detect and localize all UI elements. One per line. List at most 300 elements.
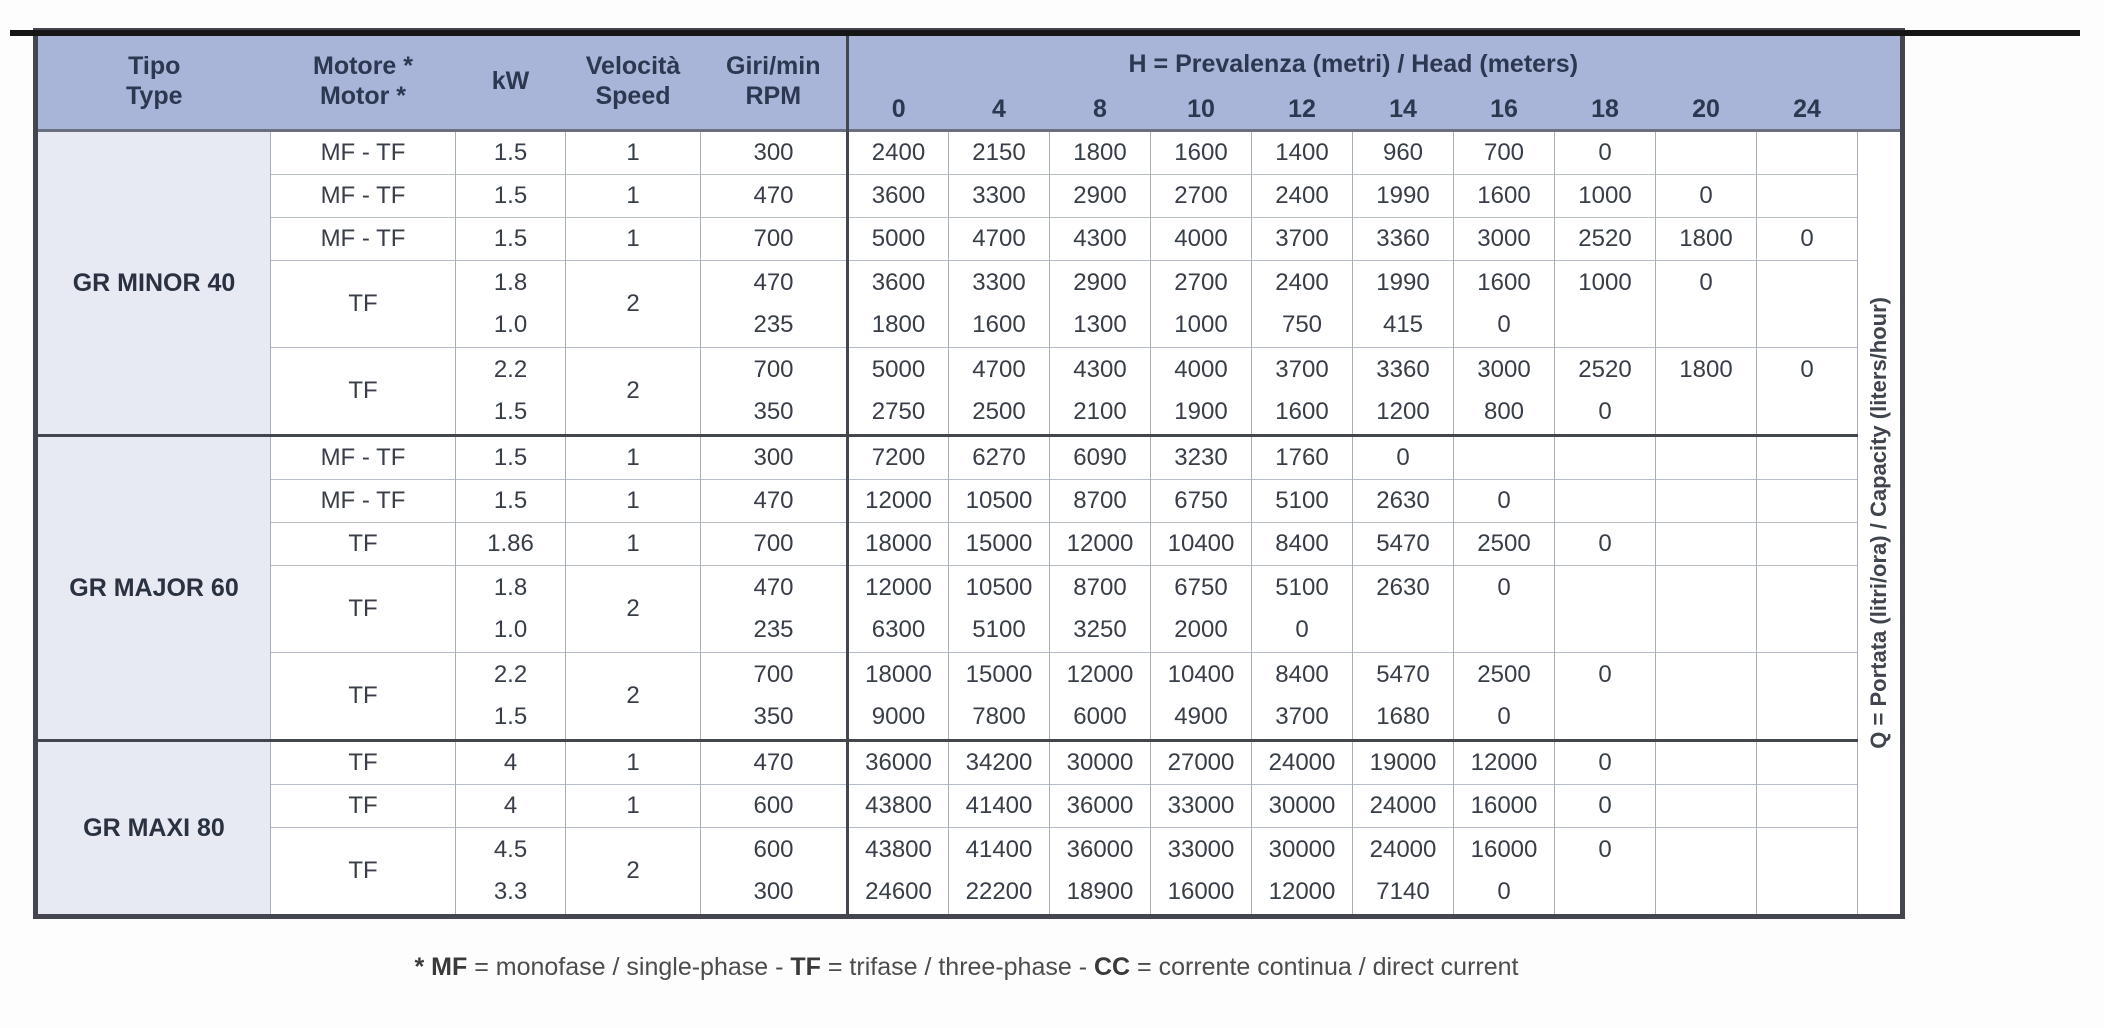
head-capacity-cell	[1252, 218, 1353, 261]
rpm-cell	[701, 566, 848, 653]
head-capacity-cell-value	[1757, 871, 1857, 913]
motor-cell-lines	[271, 785, 455, 827]
head-capacity-cell-lines	[1757, 480, 1857, 522]
head-capacity-cell	[949, 436, 1050, 480]
group-name-cell	[36, 131, 271, 436]
head-capacity-cell-value	[1757, 654, 1857, 696]
head-capacity-cell-lines	[849, 480, 948, 522]
head-capacity-cell-value: 1600	[1174, 139, 1228, 166]
motor-cell-value: MF - TF	[320, 444, 406, 471]
rpm-cell	[701, 131, 848, 175]
head-capacity-cell	[1252, 785, 1353, 828]
speed-cell-value: 2	[626, 682, 640, 709]
table-row	[36, 741, 1903, 785]
table-row	[36, 785, 1903, 828]
head-capacity-cell	[1454, 785, 1555, 828]
head-capacity-cell	[1353, 348, 1454, 436]
head-meters-title-symbol: H	[1128, 49, 1147, 78]
head-capacity-cell-value: 2630	[1376, 487, 1430, 514]
head-capacity-cell-lines	[1252, 566, 1352, 652]
head-capacity-cell-value: 4300	[1073, 356, 1127, 383]
kw-cell-value: 1.8	[493, 574, 528, 601]
head-capacity-cell-lines	[1353, 175, 1453, 217]
head-capacity-cell-lines	[1555, 653, 1655, 739]
footnote-segment: = monofase / single-phase -	[467, 953, 791, 981]
motor-cell-value: MF - TF	[320, 487, 406, 514]
kw-cell-value: 2.2	[493, 356, 528, 383]
head-capacity-cell-lines	[1454, 653, 1554, 739]
head-capacity-cell-lines	[1252, 175, 1352, 217]
head-capacity-cell	[1151, 653, 1252, 741]
head-capacity-cell-value	[1757, 262, 1857, 304]
head-capacity-cell-lines	[1050, 261, 1150, 347]
head-capacity-cell-lines	[849, 742, 948, 784]
head-capacity-cell	[1656, 741, 1757, 785]
rpm-cell	[701, 218, 848, 261]
head-capacity-cell-value: 7200	[871, 444, 926, 471]
rpm-cell-lines	[701, 523, 846, 565]
head-capacity-cell	[1656, 523, 1757, 566]
head-capacity-cell-lines	[949, 132, 1049, 174]
head-capacity-cell	[1353, 523, 1454, 566]
head-capacity-cell	[1656, 131, 1757, 175]
head-capacity-cell-lines	[1050, 437, 1150, 479]
speed-cell-value: 2	[626, 857, 640, 884]
head-capacity-cell	[848, 175, 949, 218]
group-name-cell	[36, 436, 271, 741]
kw-cell-value: 1.5	[493, 444, 528, 471]
head-capacity-cell-value: 0	[1497, 487, 1511, 514]
rpm-cell-lines	[701, 742, 846, 784]
kw-cell-value: 1.5	[493, 139, 528, 166]
motor-cell	[271, 218, 456, 261]
head-capacity-cell-lines	[1353, 566, 1453, 652]
head-capacity-cell-lines	[1353, 785, 1453, 827]
head-capacity-cell-value: 2100	[1073, 398, 1127, 425]
head-value-header: 24	[1757, 89, 1858, 131]
head-capacity-cell-value	[1454, 437, 1554, 479]
head-capacity-cell-value: 19000	[1369, 749, 1437, 776]
head-capacity-cell	[1454, 175, 1555, 218]
motor-cell-lines	[271, 523, 455, 565]
head-capacity-cell	[1555, 348, 1656, 436]
head-capacity-cell-value: 1680	[1376, 703, 1430, 730]
rpm-cell	[701, 785, 848, 828]
head-capacity-cell-value: 1000	[1578, 182, 1632, 209]
head-capacity-cell-lines	[1151, 132, 1251, 174]
motor-cell-lines	[271, 132, 455, 174]
head-capacity-cell-value	[1656, 391, 1756, 433]
head-capacity-cell-value: 41400	[965, 836, 1033, 863]
head-capacity-cell	[848, 218, 949, 261]
head-capacity-cell	[1555, 523, 1656, 566]
head-capacity-cell-value: 2700	[1174, 269, 1228, 296]
head-capacity-cell	[1656, 436, 1757, 480]
head-capacity-cell-value: 0	[1497, 574, 1511, 601]
head-capacity-cell	[1353, 175, 1454, 218]
head-capacity-cell-lines	[1353, 523, 1453, 565]
speed-cell	[566, 480, 701, 523]
motor-cell-value: TF	[348, 290, 378, 317]
head-capacity-cell-lines	[1252, 480, 1352, 522]
head-capacity-cell-value: 6750	[1174, 574, 1228, 601]
rpm-cell-lines	[701, 480, 846, 522]
head-capacity-cell-value: 2520	[1578, 356, 1632, 383]
head-capacity-cell-value	[1656, 785, 1756, 827]
head-capacity-cell-lines	[949, 480, 1049, 522]
head-capacity-cell-value	[1656, 654, 1756, 696]
kw-cell-lines	[456, 132, 565, 174]
head-capacity-cell-value: 0	[1800, 225, 1814, 252]
head-capacity-cell	[848, 523, 949, 566]
header-row-top	[36, 31, 1903, 90]
head-capacity-cell	[1050, 175, 1151, 218]
head-capacity-cell	[1555, 785, 1656, 828]
head-capacity-cell	[1050, 131, 1151, 175]
head-capacity-cell-lines	[1252, 742, 1352, 784]
head-capacity-cell	[1050, 741, 1151, 785]
kw-cell	[456, 218, 566, 261]
table-row	[36, 523, 1903, 566]
head-capacity-cell	[949, 828, 1050, 917]
head-capacity-cell	[848, 261, 949, 348]
head-capacity-cell-lines	[949, 653, 1049, 739]
speed-cell	[566, 436, 701, 480]
kw-cell-value: 1.5	[493, 398, 528, 425]
footnote-segment: CC	[1093, 953, 1131, 981]
head-capacity-cell-lines	[1151, 261, 1251, 347]
head-capacity-cell-value: 3000	[1477, 356, 1531, 383]
head-capacity-cell-lines	[1656, 480, 1756, 522]
col-header-tipo-line1: Tipo	[128, 52, 181, 80]
kw-cell	[456, 653, 566, 741]
head-capacity-cell-value: 1760	[1275, 444, 1329, 471]
head-capacity-cell-value: 30000	[1268, 792, 1336, 819]
head-capacity-cell-lines	[1454, 348, 1554, 434]
head-capacity-cell-value: 24000	[1369, 792, 1437, 819]
head-capacity-cell	[1757, 131, 1858, 175]
head-capacity-cell-value: 10500	[965, 574, 1033, 601]
head-value-header: 16	[1454, 89, 1555, 131]
head-capacity-cell-lines	[849, 348, 948, 434]
head-capacity-cell	[1353, 741, 1454, 785]
table-row	[36, 218, 1903, 261]
head-capacity-cell	[1252, 828, 1353, 917]
head-capacity-cell-value: 16000	[1470, 836, 1538, 863]
head-capacity-cell-value: 0	[1598, 661, 1612, 688]
col-header-giri	[701, 31, 848, 131]
head-capacity-cell-value: 12000	[865, 487, 932, 514]
head-capacity-cell-value: 1000	[1174, 311, 1228, 338]
head-capacity-cell-value: 33000	[1167, 792, 1235, 819]
pump-capacity-table	[33, 28, 1905, 919]
head-capacity-cell-lines	[1252, 437, 1352, 479]
head-capacity-cell-lines	[1757, 348, 1857, 434]
head-capacity-cell-lines	[1555, 175, 1655, 217]
motor-cell	[271, 523, 456, 566]
speed-cell-value: 2	[626, 377, 640, 404]
head-capacity-cell-value: 750	[1281, 311, 1323, 338]
head-capacity-cell-lines	[1353, 261, 1453, 347]
speed-cell	[566, 261, 701, 348]
head-capacity-cell-lines	[1555, 742, 1655, 784]
head-capacity-cell-lines	[1656, 523, 1756, 565]
speed-cell	[566, 785, 701, 828]
head-capacity-cell-lines	[1050, 742, 1150, 784]
rpm-cell	[701, 436, 848, 480]
head-capacity-cell	[1151, 348, 1252, 436]
head-capacity-cell	[1151, 436, 1252, 480]
head-capacity-cell-lines	[1454, 566, 1554, 652]
head-capacity-cell-lines	[1151, 653, 1251, 739]
kw-cell	[456, 785, 566, 828]
head-capacity-cell-value: 0	[1598, 749, 1612, 776]
head-capacity-cell-value: 5000	[871, 225, 926, 252]
capacity-axis-cell	[1858, 131, 1903, 917]
head-capacity-cell	[1454, 653, 1555, 741]
head-capacity-cell-value: 3700	[1275, 703, 1329, 730]
col-header-velocita-line2: Speed	[595, 82, 671, 110]
head-capacity-cell-value: 3700	[1275, 225, 1329, 252]
head-capacity-cell-value: 1800	[871, 311, 926, 338]
rpm-cell-value: 700	[753, 661, 794, 688]
head-capacity-cell-value: 12000	[1268, 878, 1336, 905]
head-capacity-cell-value	[1656, 567, 1756, 609]
head-capacity-cell-value: 1200	[1376, 398, 1430, 425]
head-capacity-cell-value: 1800	[1073, 139, 1127, 166]
head-capacity-cell-value: 3300	[972, 182, 1026, 209]
motor-cell-value: TF	[348, 682, 378, 709]
motor-cell-value: MF - TF	[320, 225, 406, 252]
motor-cell-lines	[271, 437, 455, 479]
head-capacity-cell-lines	[1151, 175, 1251, 217]
footnote	[33, 953, 1900, 982]
speed-cell-lines	[566, 828, 700, 914]
head-capacity-cell-value	[1757, 523, 1857, 565]
head-capacity-cell-lines	[1656, 785, 1756, 827]
speed-cell-value: 1	[626, 792, 640, 819]
head-capacity-cell-value	[1555, 609, 1655, 651]
kw-cell-value: 4	[503, 749, 518, 776]
head-capacity-cell-lines	[1757, 566, 1857, 652]
head-capacity-cell-value	[1757, 785, 1857, 827]
head-capacity-cell-lines	[1555, 261, 1655, 347]
kw-cell-lines	[456, 261, 565, 347]
head-capacity-cell-value	[1656, 437, 1756, 479]
head-capacity-cell-value: 1600	[1477, 269, 1531, 296]
head-capacity-cell	[1353, 436, 1454, 480]
kw-cell-value: 4.5	[493, 836, 528, 863]
head-capacity-cell	[1353, 566, 1454, 653]
head-capacity-cell-value: 1000	[1578, 269, 1632, 296]
head-capacity-cell-value: 2750	[871, 398, 926, 425]
head-capacity-cell-lines	[1353, 480, 1453, 522]
head-capacity-cell-lines	[1454, 785, 1554, 827]
head-capacity-cell-lines	[949, 828, 1049, 914]
col-header-giri-line2: RPM	[745, 82, 802, 110]
head-capacity-cell	[1555, 131, 1656, 175]
rpm-cell-value: 470	[753, 749, 794, 776]
head-capacity-cell-lines	[849, 523, 948, 565]
head-capacity-cell-value	[1555, 567, 1655, 609]
head-meters-title-text: = Prevalenza (metri) / Head (meters)	[1146, 49, 1579, 78]
head-capacity-cell-lines	[1353, 653, 1453, 739]
kw-cell	[456, 348, 566, 436]
motor-cell-lines	[271, 480, 455, 522]
head-capacity-cell-lines	[1050, 785, 1150, 827]
rpm-cell-value: 300	[753, 139, 794, 166]
head-capacity-cell-value: 4300	[1073, 225, 1127, 252]
head-capacity-cell	[1151, 131, 1252, 175]
head-capacity-cell-value: 12000	[865, 574, 932, 601]
q-column-header-spacer	[1858, 31, 1903, 131]
head-capacity-cell-lines	[1353, 218, 1453, 260]
head-capacity-cell-lines	[949, 218, 1049, 260]
footnote-segment: TF	[790, 953, 821, 981]
head-capacity-cell	[1353, 785, 1454, 828]
kw-cell-value: 1.0	[493, 616, 528, 643]
rpm-cell-lines	[701, 348, 846, 434]
head-capacity-cell-value: 27000	[1167, 749, 1235, 776]
head-capacity-cell	[1050, 261, 1151, 348]
head-capacity-cell-lines	[1656, 566, 1756, 652]
head-capacity-cell-lines	[1151, 566, 1251, 652]
head-capacity-cell-lines	[849, 175, 948, 217]
rpm-cell-value: 235	[753, 311, 794, 338]
head-capacity-cell-lines	[1151, 348, 1251, 434]
head-capacity-cell-value: 8700	[1073, 487, 1127, 514]
motor-cell-lines	[271, 828, 455, 914]
rpm-cell	[701, 480, 848, 523]
speed-cell-lines	[566, 480, 700, 522]
head-capacity-cell-lines	[1454, 480, 1554, 522]
kw-cell-lines	[456, 437, 565, 479]
kw-cell-lines	[456, 828, 565, 914]
head-capacity-cell-lines	[1252, 828, 1352, 914]
rpm-cell-value: 470	[753, 574, 794, 601]
col-header-motore-line1: Motore *	[313, 52, 413, 80]
head-capacity-cell-value	[1757, 829, 1857, 871]
capacity-axis-label-symbol: Q	[1866, 731, 1892, 749]
head-capacity-cell-lines	[1454, 132, 1554, 174]
head-capacity-cell	[1454, 828, 1555, 917]
head-capacity-cell-lines	[1050, 566, 1150, 652]
rpm-cell-lines	[701, 437, 846, 479]
head-capacity-cell	[1353, 480, 1454, 523]
head-capacity-cell	[848, 436, 949, 480]
head-capacity-cell-value: 800	[1483, 398, 1525, 425]
head-capacity-cell-value: 5100	[1275, 574, 1329, 601]
head-capacity-cell-lines	[1757, 175, 1857, 217]
head-capacity-cell	[1656, 348, 1757, 436]
table-row	[36, 131, 1903, 175]
motor-cell-value: MF - TF	[320, 139, 406, 166]
head-capacity-cell-value: 18000	[865, 530, 932, 557]
head-capacity-cell-value: 1800	[1679, 356, 1733, 383]
head-capacity-cell-lines	[1656, 653, 1756, 739]
motor-cell-value: TF	[348, 857, 378, 884]
head-capacity-cell	[1252, 348, 1353, 436]
head-capacity-cell	[1757, 523, 1858, 566]
group-name-cell	[36, 741, 271, 917]
speed-cell-value: 1	[626, 182, 640, 209]
head-capacity-cell-value: 33000	[1167, 836, 1235, 863]
head-capacity-cell-value: 43800	[865, 792, 932, 819]
head-capacity-cell-lines	[1353, 742, 1453, 784]
motor-cell-value: TF	[348, 749, 378, 776]
table-row	[36, 436, 1903, 480]
head-capacity-cell	[1353, 131, 1454, 175]
footnote-segment: * MF	[414, 953, 468, 981]
speed-cell	[566, 741, 701, 785]
head-capacity-cell	[1050, 653, 1151, 741]
table-row	[36, 348, 1903, 436]
head-capacity-cell	[1454, 131, 1555, 175]
head-capacity-cell-lines	[1353, 437, 1453, 479]
table-row	[36, 566, 1903, 653]
head-capacity-cell-value: 0	[1598, 836, 1612, 863]
kw-cell-value: 2.2	[493, 661, 528, 688]
head-capacity-cell	[848, 741, 949, 785]
kw-cell-value: 1.0	[493, 311, 528, 338]
speed-cell	[566, 175, 701, 218]
table-body	[36, 131, 1903, 917]
speed-cell-lines	[566, 742, 700, 784]
table-header	[36, 31, 1903, 131]
head-capacity-cell	[1151, 480, 1252, 523]
head-capacity-cell	[1757, 218, 1858, 261]
head-capacity-cell-lines	[1555, 785, 1655, 827]
motor-cell-value: TF	[348, 792, 378, 819]
kw-cell-value: 1.86	[487, 530, 534, 557]
motor-cell-value: MF - TF	[320, 182, 406, 209]
head-capacity-cell-lines	[1555, 437, 1655, 479]
speed-cell	[566, 523, 701, 566]
head-capacity-cell-value: 24000	[1369, 836, 1437, 863]
head-capacity-cell	[1050, 828, 1151, 917]
head-value-header: 10	[1151, 89, 1252, 131]
head-capacity-cell-value: 2400	[871, 139, 926, 166]
head-value-header: 4	[949, 89, 1050, 131]
head-capacity-cell-lines	[1454, 828, 1554, 914]
col-header-motore-line2: Motor *	[319, 82, 407, 110]
head-capacity-cell-value: 10400	[1167, 661, 1235, 688]
head-capacity-cell	[1050, 348, 1151, 436]
motor-cell-lines	[271, 348, 455, 434]
head-capacity-cell-lines	[949, 523, 1049, 565]
head-capacity-cell-value: 1600	[972, 311, 1026, 338]
head-value-header: 14	[1353, 89, 1454, 131]
motor-cell-lines	[271, 566, 455, 652]
kw-cell-value: 1.8	[493, 269, 528, 296]
head-capacity-cell-value	[1656, 696, 1756, 738]
head-capacity-cell-lines	[1353, 132, 1453, 174]
motor-cell	[271, 175, 456, 218]
kw-cell	[456, 175, 566, 218]
head-capacity-cell-value	[1656, 480, 1756, 522]
head-capacity-cell-value: 5100	[1275, 487, 1329, 514]
head-capacity-cell-value: 2500	[972, 398, 1026, 425]
motor-cell-lines	[271, 175, 455, 217]
rpm-cell-value: 300	[753, 444, 794, 471]
head-capacity-cell	[1252, 131, 1353, 175]
head-capacity-cell	[1656, 261, 1757, 348]
head-capacity-cell-value: 1600	[1275, 398, 1329, 425]
head-capacity-cell	[949, 785, 1050, 828]
head-capacity-cell-lines	[849, 218, 948, 260]
head-capacity-cell-value: 1300	[1073, 311, 1127, 338]
head-capacity-cell-value: 960	[1382, 139, 1424, 166]
